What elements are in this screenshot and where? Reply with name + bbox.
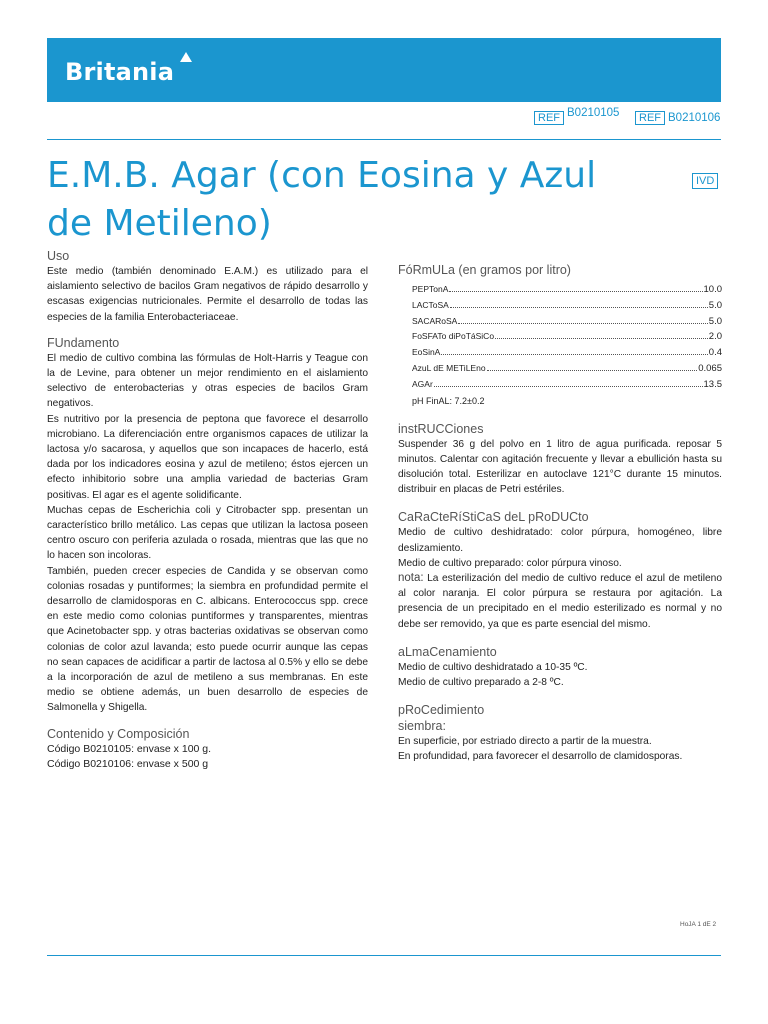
- logo-triangle-icon: [180, 52, 192, 62]
- caracteristicas-p2: Medio de cultivo preparado: color púrpura vinoso.: [398, 557, 622, 569]
- formula-item: EoSinA 0.4: [412, 347, 722, 359]
- caracteristicas-heading: CaRaCteRíStiCaS deL pRoDUCto: [398, 510, 589, 525]
- instrucciones-text: Suspender 36 g del polvo en 1 litro de agua purificada. reposar 5 minutos. Calentar con agitación frecuente y llevar a ebullición hasta su disolución total. Esterilizar en autoclave 121°C durante 15 minutos. distribuir en placas de Petri estériles.: [398, 438, 722, 496]
- almacenamiento-l2: Medio de cultivo preparado a 2-8 ºC.: [398, 677, 564, 689]
- formula-ph: pH FinAL: 7.2±0.2: [412, 395, 485, 406]
- uso-heading: Uso: [47, 249, 70, 263]
- formula-list: [412, 282, 722, 393]
- page-title: E.M.B. Agar (con Eosina y Azul de Metileno): [47, 155, 597, 244]
- ivd-badge: IVD: [692, 173, 718, 189]
- section-fundamento: [47, 335, 368, 716]
- contenido-heading: Contenido y Composición: [47, 726, 190, 741]
- section-instrucciones: [398, 421, 722, 498]
- caracteristicas-nota: [398, 571, 722, 632]
- contenido-text: Código B0210105: envase x 100 g. Código B0210106: envase x 500 g: [47, 742, 212, 771]
- fundamento-p2: Es nutritivo por la presencia de peptona que favorece el desarrollo microbiano. La diferenciación entre organismos capaces de utilizar la lactosa y/o sacarosa, y aquellos que son incapaces de hacerlo, está dada por los indicadores eosina y azul de metileno; éstos ejercen un efecto inhibitorio sobre una amplia variedad de bacterias Gram positivas. El agar es el agente solidificante.: [47, 413, 368, 501]
- formula-item: AGAr 13.5: [412, 378, 722, 390]
- nota-label: nota:: [398, 572, 424, 584]
- right-column: [398, 262, 722, 771]
- section-contenido: [47, 726, 227, 773]
- formula-item: LACToSA 5.0: [412, 299, 722, 311]
- procedimiento-subheading: siembra:: [398, 719, 446, 734]
- section-uso: [47, 248, 368, 325]
- ref-label-2: REF: [635, 111, 665, 125]
- ref-code-1: [534, 107, 620, 124]
- section-almacenamiento: [398, 644, 722, 690]
- instrucciones-heading: instRUCCiones: [398, 421, 484, 436]
- almacenamiento-l1: Medio de cultivo deshidratado a 10-35 ºC.: [398, 661, 588, 673]
- procedimiento-l1: En superficie, por estriado directo a partir de la muestra.: [398, 736, 652, 748]
- bottom-divider: [47, 955, 721, 956]
- formula-item: SACARoSA 5.0: [412, 315, 722, 327]
- ref-label-1: REF: [534, 111, 564, 125]
- ref-code-2: [635, 112, 720, 124]
- section-formula: [398, 262, 722, 409]
- formula-item: FoSFATo diPoTáSiCo 2.0: [412, 331, 722, 343]
- uso-text: Este medio (también denominado E.A.M.) es utilizado para el aislamiento selectivo de bacilos Gram negativos de rápido desarrollo y escasas exigencias nutricionales. Permite el desarrollo de todas las especies de la familia Enterobacteriaceae.: [47, 266, 368, 323]
- top-divider: [47, 139, 721, 140]
- fundamento-p3: Muchas cepas de Escherichia coli y Citrobacter spp. presentan un característico brillo metálico. Las cepas que utilizan la lactosa poseen centro oscuro con periferia azulada o rosada, mientras que las que no lo hacen son incoloras.: [47, 504, 368, 562]
- procedimiento-l2: En profundidad, para favorecer el desarrollo de clamidosporas.: [398, 751, 683, 763]
- ref-value-2: B0210106: [668, 112, 721, 124]
- caracteristicas-p1: Medio de cultivo deshidratado: color púrpura, homogéneo, libre deslizamiento.: [398, 527, 722, 554]
- fundamento-heading: FUndamento: [47, 335, 120, 350]
- left-column: [47, 248, 368, 779]
- nota-text: La esterilización del medio de cultivo reduce el azul de metileno al color naranja. El color púrpura se restaura por agitación. La presencia de un precipitado en el medio esterilizado es normal y no debe ser removido, ya que es parte esencial del mismo.: [398, 573, 722, 630]
- fundamento-p4: También, pueden crecer especies de Candida y se observan como colonias rosadas y puntiformes; la siembra en profundidad permite el desarrollo de clamidosporas en C. albicans. Enterococcus spp. crece en este medio como colonias puntiformes y transparentes, mientras que Acinetobacter spp. y otras bacterias oxidativas se observan como colonias de color azul lavanda; esto puede ocurrir aunque las cepas no sean capaces de acidificar a partir de lactosa al 0.5% y ello se debe a la incorporación de azul de metileno a sus membranas. En este medio se obtiene además, un buen desarrollo de especies de Salmonella y Shigella.: [47, 565, 368, 714]
- header-banner: [47, 38, 721, 102]
- formula-heading: FóRmULa (en gramos por litro): [398, 263, 571, 277]
- fundamento-p1: El medio de cultivo combina las fórmulas de Holt-Harris y Teague con la de Levine, para obtener un mejor rendimiento en el aislamiento selectivo de enterobacterias y otras especies de bacilos Gram negativos.: [47, 352, 368, 410]
- formula-item: AzuL dE METiLEno 0.065: [412, 362, 722, 374]
- page-number: HoJA 1 dE 2: [680, 921, 717, 928]
- brand-logo: Britania: [65, 58, 175, 86]
- ref-value-1: B0210105: [567, 107, 620, 119]
- formula-item: PEPTonA 10.0: [412, 284, 722, 295]
- almacenamiento-heading: aLmaCenamiento: [398, 644, 497, 659]
- procedimiento-heading: pRoCedimiento: [398, 703, 485, 718]
- section-caracteristicas: [398, 509, 722, 631]
- section-procedimiento: [398, 702, 722, 764]
